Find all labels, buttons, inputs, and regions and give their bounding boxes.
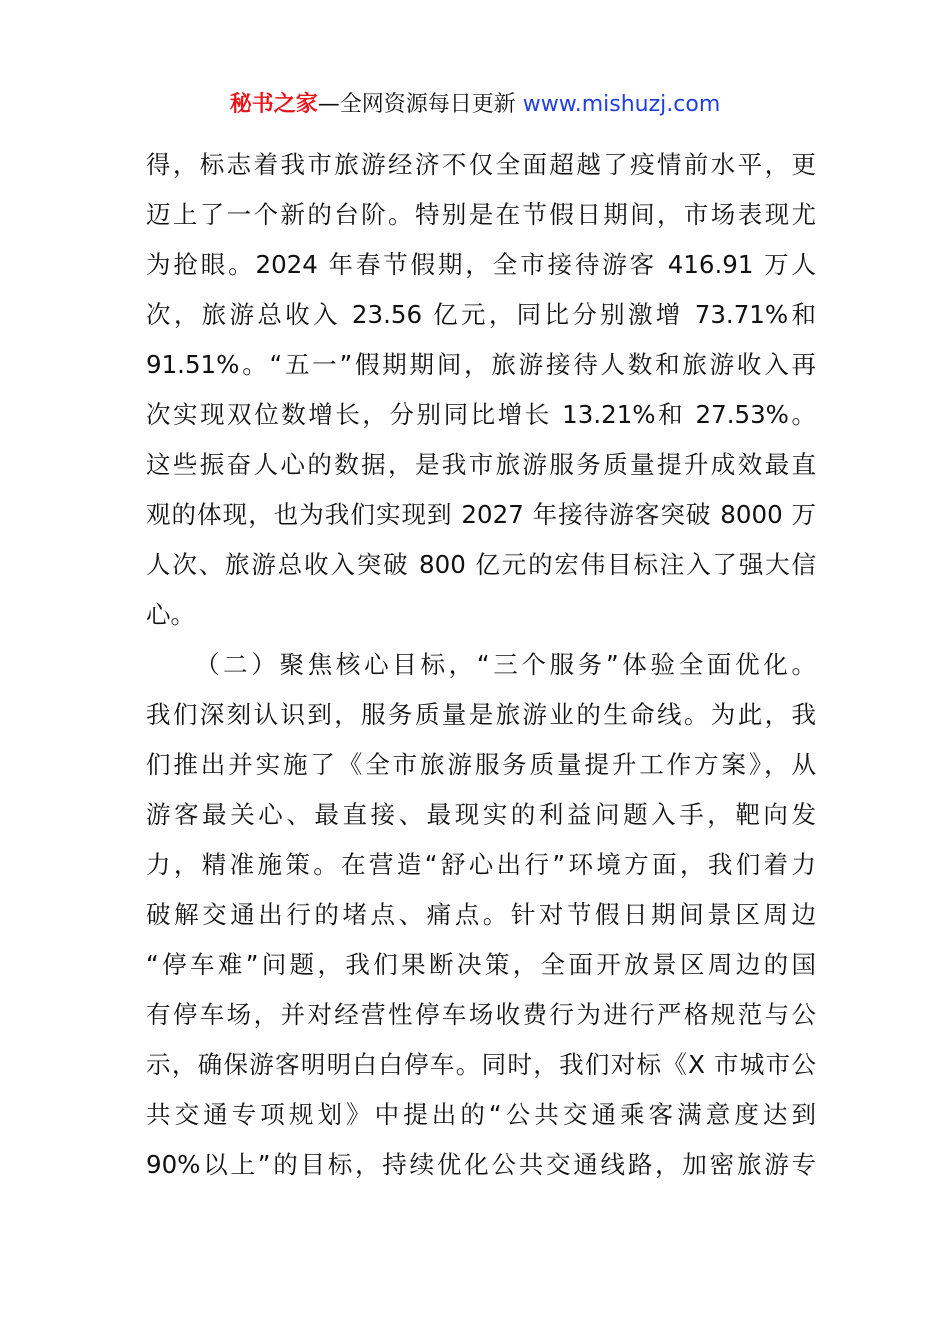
text-line: 90%以上”的目标，持续优化公共交通线路，加密旅游专 [146, 1150, 816, 1179]
text-line: 们推出并实施了《全市旅游服务质量提升工作方案》，从 [146, 750, 816, 779]
text-line: 次实现双位数增长，分别同比增长 13.21%和 27.53%。 [146, 400, 816, 429]
text-line: 心。 [146, 600, 195, 629]
text-line: 得，标志着我市旅游经济不仅全面超越了疫情前水平，更 [146, 150, 816, 179]
text-line: 力，精准施策。在营造“舒心出行”环境方面，我们着力 [146, 850, 816, 879]
page-header [0, 88, 950, 122]
text-line: 人次、旅游总收入突破 800 亿元的宏伟目标注入了强大信 [146, 550, 816, 579]
text-line: 有停车场，并对经营性停车场收费行为进行严格规范与公 [146, 1000, 816, 1029]
section-heading: （二）聚焦核心目标，“三个服务”体验全面优化。 [195, 650, 816, 679]
text-line: 为抢眼。2024 年春节假期，全市接待游客 416.91 万人 [146, 250, 816, 279]
site-tagline: —全网资源每日更新 [317, 92, 523, 117]
text-line: 观的体现，也为我们实现到 2027 年接待游客突破 8000 万 [146, 500, 816, 529]
document-body [146, 140, 816, 1190]
site-brand: 秘书之家 [229, 92, 318, 117]
text-line: 游客最关心、最直接、最现实的利益问题入手，靶向发 [146, 800, 816, 829]
text-line: 我们深刻认识到，服务质量是旅游业的生命线。为此，我 [146, 700, 816, 729]
text-line: 迈上了一个新的台阶。特别是在节假日期间，市场表现尤 [146, 200, 816, 229]
text-line: “停车难”问题，我们果断决策，全面开放景区周边的国 [146, 950, 816, 979]
text-line: 次，旅游总收入 23.56 亿元，同比分别激增 73.71%和 [146, 300, 816, 329]
text-line: 这些振奋人心的数据，是我市旅游服务质量提升成效最直 [146, 450, 816, 479]
text-line: 示，确保游客明明白白停车。同时，我们对标《X 市城市公 [146, 1050, 816, 1079]
site-url: www.mishuzj.com [522, 92, 721, 117]
text-line: 91.51%。“五一”假期期间，旅游接待人数和旅游收入再 [146, 350, 816, 379]
text-line: 共交通专项规划》中提出的“公共交通乘客满意度达到 [146, 1100, 816, 1129]
text-line: 破解交通出行的堵点、痛点。针对节假日期间景区周边 [146, 900, 816, 929]
